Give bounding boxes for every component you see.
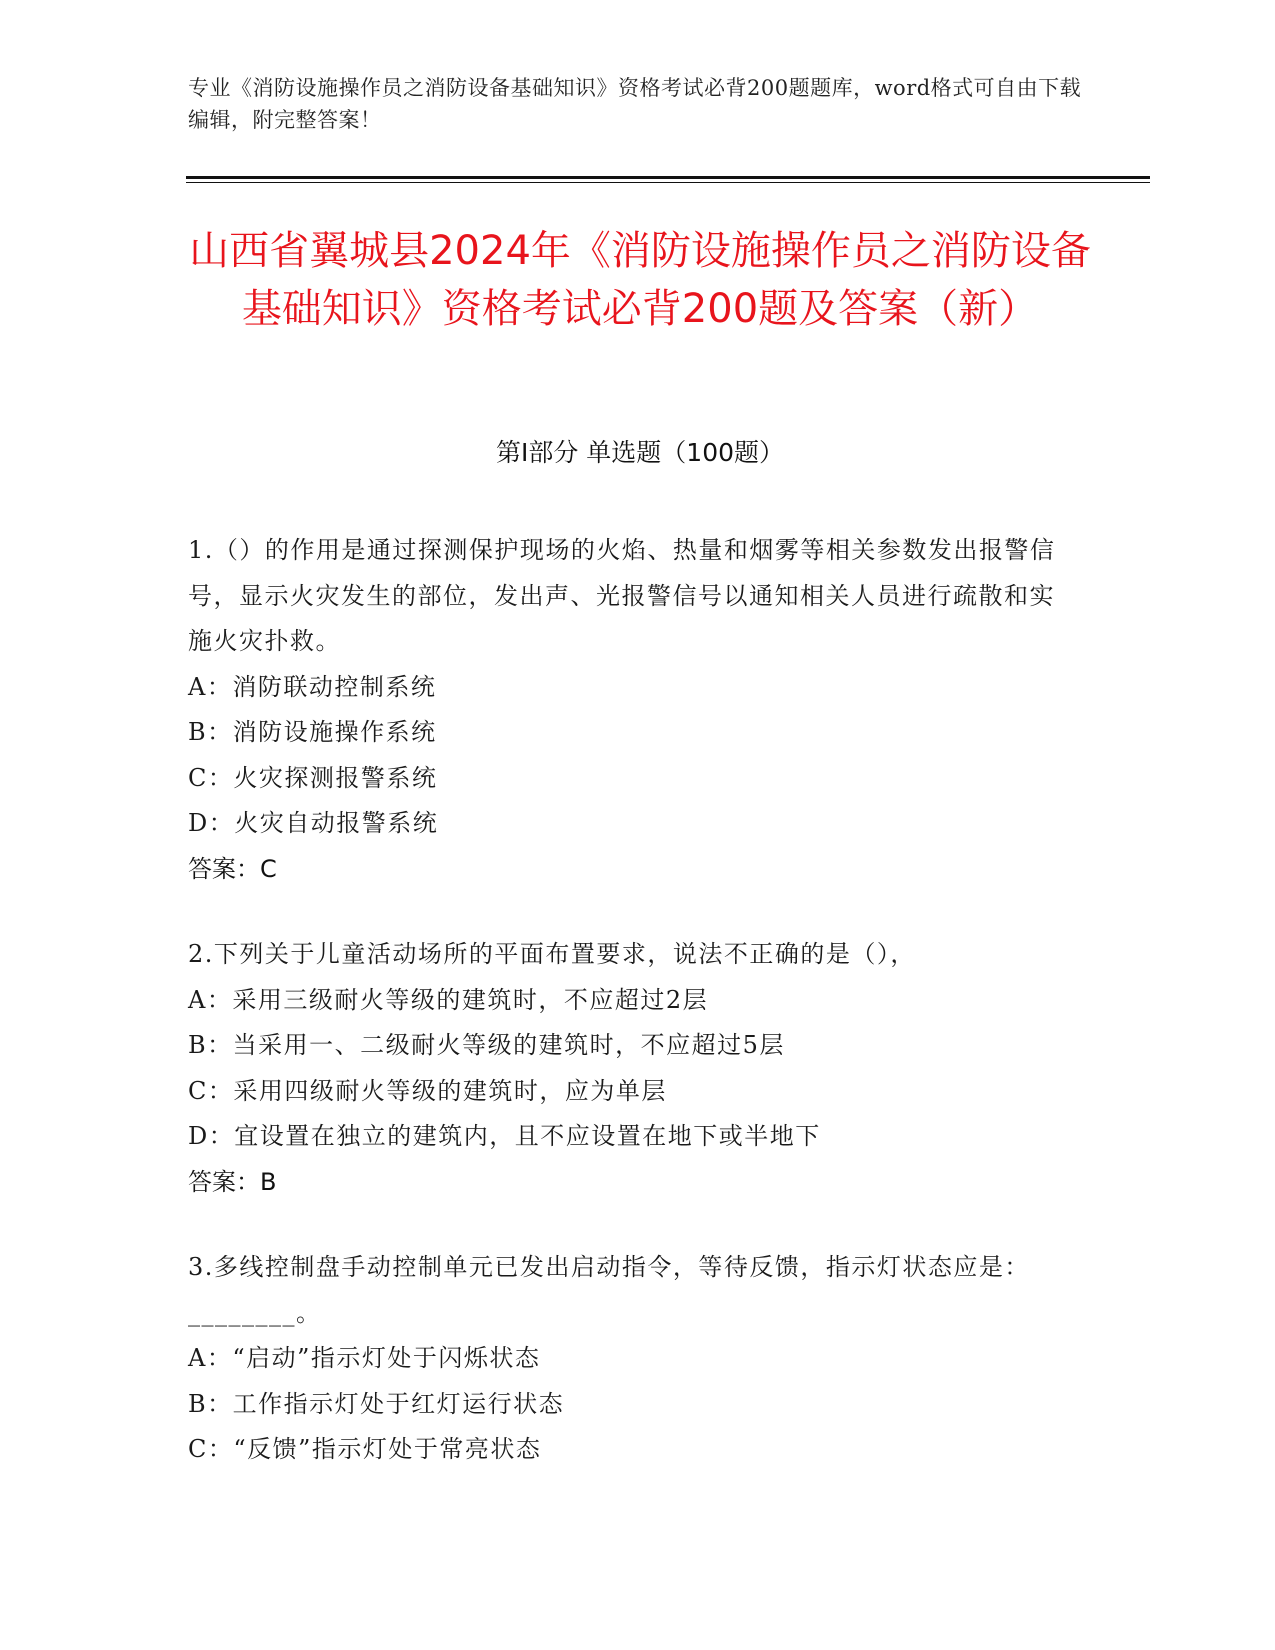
option-b: B：工作指示灯处于红灯运行状态 [188,1389,565,1418]
section-heading: 第I部分 单选题（100题） [495,438,785,467]
option-c: C：采用四级耐火等级的建筑时，应为单层 [188,1076,667,1105]
option-d: D：火灾自动报警系统 [188,809,439,837]
question-list [188,528,1068,1513]
question-item [188,932,1068,1205]
option-a: A：消防联动控制系统 [188,672,437,701]
question-text: 3.多线控制盘手动控制单元已发出启动指令，等待反馈，指示灯状态应是：________。 [188,1253,1030,1327]
option-b: B：当采用一、二级耐火等级的建筑时，不应超过5层 [188,1031,785,1059]
option-d: D：宜设置在独立的建筑内，且不应设置在地下或半地下 [188,1122,821,1150]
header-note: 专业《消防设施操作员之消防设备基础知识》资格考试必背200题题库，word格式可自由下载编辑，附完整答案！ [188,76,1082,132]
question-text: 2.下列关于儿童活动场所的平面布置要求，说法不正确的是（）， [188,940,916,968]
answer-line: 答案：B [188,1167,277,1196]
option-c: C：“反馈”指示灯处于常亮状态 [188,1435,542,1463]
question-item [188,528,1068,892]
question-text: 1.（）的作用是通过探测保护现场的火焰、热量和烟雾等相关参数发出报警信号，显示火灾发生的部位，发出声、光报警信号以通知相关人员进行疏散和实施火灾扑救。 [188,536,1056,655]
option-c: C：火灾探测报警系统 [188,763,438,792]
option-a: A：采用三级耐火等级的建筑时，不应超过2层 [188,985,709,1014]
header-rule-thin [186,182,1150,183]
document-title: 山西省翼城县2024年《消防设施操作员之消防设备基础知识》资格考试必背200题及答案（新） [189,228,1091,332]
header-rule-thick [186,176,1150,179]
option-b: B：消防设施操作系统 [188,718,437,746]
option-a: A：“启动”指示灯处于闪烁状态 [188,1344,541,1372]
question-item [188,1245,1068,1473]
answer-line: 答案：C [188,854,277,883]
